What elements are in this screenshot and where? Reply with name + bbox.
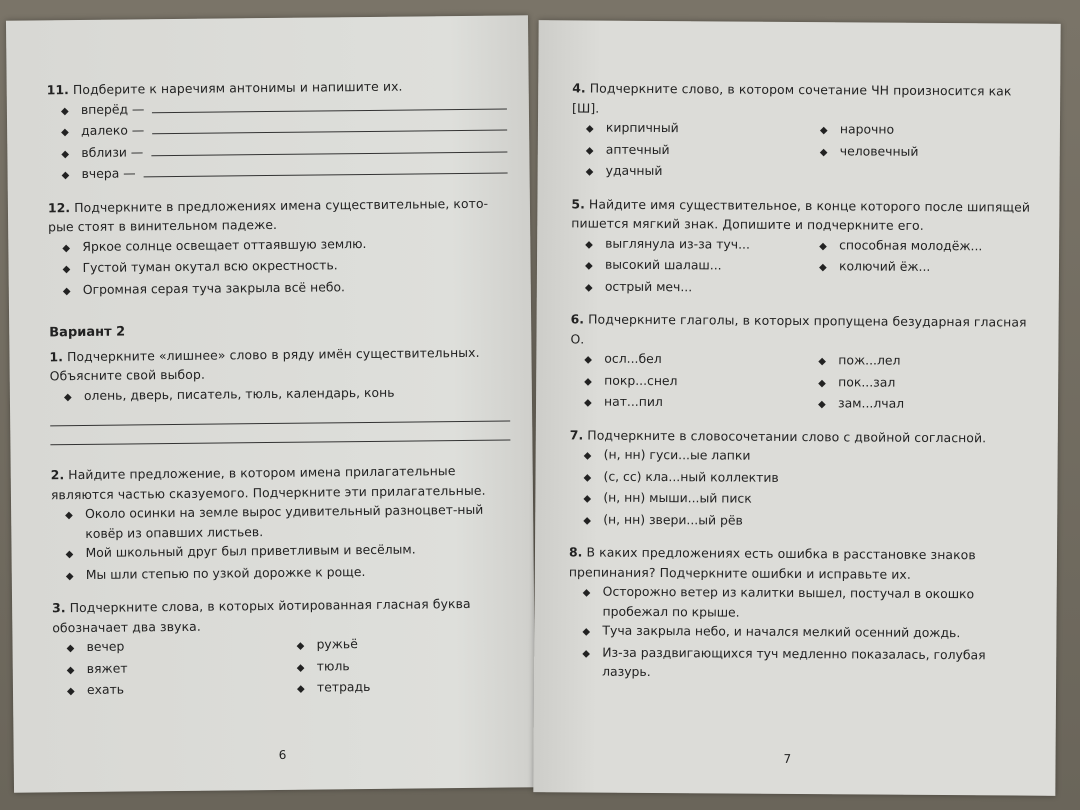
bullet-icon: ◆	[583, 397, 592, 409]
bullet-icon: ◆	[585, 239, 593, 251]
item-text: (н, нн) звери...ый рёв	[603, 511, 743, 528]
bullet-icon: ◆	[584, 282, 593, 294]
answer-line[interactable]	[144, 161, 508, 178]
list-item	[51, 499, 511, 543]
item-text: вчера —	[81, 165, 136, 181]
item-text: вперёд —	[80, 100, 145, 117]
left-page-content	[47, 76, 514, 714]
item-text: острый меч...	[604, 278, 693, 294]
task-text: Найдите имя существительное, в конце которого после шипящей пишется мягкий знак. Допишите и подчеркните его.	[571, 196, 1031, 233]
task-text: Подчеркните слово, в котором сочетание ЧН произносится как [Ш].	[572, 80, 1012, 116]
bullet-icon: ◆	[818, 262, 827, 274]
task-text: Найдите предложение, в котором имена прилагательные являются частью сказуемого. Подчеркните эти прилагательные.	[50, 463, 486, 502]
list-item	[572, 139, 806, 162]
task-number: 11.	[46, 82, 70, 98]
column-1	[570, 348, 804, 414]
list-item	[571, 233, 805, 256]
bullet-icon: ◆	[583, 472, 592, 484]
bullet-icon: ◆	[66, 664, 75, 676]
column-2	[804, 350, 1038, 416]
list-item	[571, 254, 805, 277]
item-text: высокий шалаш...	[604, 256, 722, 273]
item-text: кирпичный	[605, 119, 679, 136]
item-text: (н, нн) мыши...ый писк	[603, 489, 752, 506]
list-item	[572, 117, 806, 140]
list-item	[52, 635, 282, 659]
bullet-icon: ◆	[62, 264, 71, 276]
page-number: 6	[278, 747, 287, 762]
column-1	[52, 635, 283, 702]
task-6	[570, 309, 1039, 416]
list-item	[570, 348, 804, 371]
item-text: удачный	[605, 162, 663, 179]
answer-line[interactable]	[151, 139, 507, 156]
column-1	[572, 117, 806, 183]
task-3	[52, 593, 513, 701]
item-text: Мой школьный друг был приветливым и весёлым.	[85, 541, 416, 560]
column-2	[805, 235, 1039, 301]
bullet-icon: ◆	[583, 515, 591, 527]
task-text: Подберите к наречиям антонимы и напишите их.	[72, 78, 403, 98]
list-item	[283, 675, 513, 699]
item-text: способная молодёж...	[839, 236, 983, 253]
list-item	[804, 393, 1038, 416]
bullet-icon: ◆	[819, 240, 827, 252]
task-8	[568, 542, 1037, 684]
column-1	[571, 233, 805, 299]
bullet-icon: ◆	[817, 399, 826, 411]
item-text: пож...лел	[838, 352, 901, 368]
list-item	[572, 160, 806, 183]
bullet-icon: ◆	[66, 643, 75, 655]
list-item	[805, 256, 1039, 279]
item-text: ружьё	[316, 636, 358, 652]
bullet-icon: ◆	[819, 146, 828, 158]
task-text: Подчеркните «лишнее» слово в ряду имён существительных. Объясните свой выбор.	[49, 344, 480, 384]
column-2	[282, 632, 513, 699]
item-text: Около осинки на земле вырос удивительный разноцвет-ный ковёр из опавших листьев.	[85, 501, 484, 541]
bullet-icon: ◆	[296, 662, 305, 674]
bullet-icon: ◆	[61, 170, 70, 182]
item-text: аптечный	[605, 141, 670, 157]
list-item	[806, 141, 1040, 164]
bullet-icon: ◆	[584, 354, 593, 366]
answer-row	[47, 160, 507, 186]
task-text: Подчеркните глаголы, в которых пропущена безударная гласная О.	[570, 311, 1027, 347]
list-item	[806, 119, 1040, 142]
bullet-icon: ◆	[65, 549, 74, 561]
column-2	[806, 119, 1040, 185]
bullet-icon: ◆	[583, 450, 592, 462]
bullet-icon: ◆	[582, 648, 591, 660]
task-7	[569, 425, 1038, 534]
item-text: колючий ёж...	[838, 258, 931, 274]
list-item	[571, 276, 805, 299]
item-text: вяжет	[86, 660, 128, 676]
two-column-list	[52, 632, 513, 701]
answer-line[interactable]	[152, 96, 507, 113]
item-text: Из-за раздвигающихся туч медленно показалась, голубая лазурь.	[602, 644, 986, 679]
task-number: 7.	[569, 426, 584, 443]
list-item	[283, 654, 513, 678]
bullet-icon: ◆	[66, 686, 75, 698]
item-text: покр...снел	[604, 372, 678, 388]
item-text: Огромная серая туча закрыла всё небо.	[82, 278, 346, 297]
bullet-icon: ◆	[60, 105, 69, 117]
bullet-icon: ◆	[585, 145, 594, 157]
answer-line[interactable]	[50, 421, 510, 445]
bullet-icon: ◆	[61, 148, 70, 160]
list-item	[569, 509, 1037, 534]
item-text: вблизи —	[81, 143, 144, 160]
item-text: олень, дверь, писатель, тюль, календарь, конь	[83, 384, 395, 403]
page-number: 7	[783, 751, 792, 766]
bullet-icon: ◆	[582, 587, 591, 599]
item-text: зам...лчал	[837, 395, 905, 411]
bullet-icon: ◆	[296, 683, 305, 695]
two-column-list	[570, 348, 1038, 416]
list-item	[570, 391, 804, 414]
bullet-icon: ◆	[584, 376, 592, 388]
bullet-icon: ◆	[819, 125, 828, 137]
list-item	[282, 632, 512, 656]
left-page	[6, 15, 536, 792]
list-item	[805, 235, 1039, 258]
list-item	[804, 372, 1038, 395]
task-number: 5.	[571, 195, 586, 212]
bullet-icon: ◆	[62, 285, 71, 297]
list-item	[568, 642, 1036, 684]
task-number: 3.	[52, 600, 66, 616]
bullet-icon: ◆	[65, 570, 74, 582]
task-text: Подчеркните в предложениях имена существительные, кото-рые стоят в винительном падеже.	[48, 195, 489, 235]
right-page-content	[568, 78, 1040, 696]
item-text: Мы шли степью по узкой дорожке к роще.	[85, 563, 366, 582]
bullet-icon: ◆	[582, 626, 591, 638]
item-text: Густой туман окутал всю окрестность.	[82, 257, 338, 275]
item-text: вечер	[86, 638, 125, 654]
item-text: (с, сс) кла...ный коллектив	[603, 468, 779, 485]
bullet-icon: ◆	[62, 242, 71, 254]
task-number: 2.	[50, 467, 65, 483]
item-text: выглянула из-за туч...	[605, 235, 750, 252]
task-text: Подчеркните слова, в которых йотированная гласная буква обозначает два звука.	[52, 595, 471, 635]
task-number: 4.	[572, 80, 586, 96]
task-text: Подчеркните в словосочетании слово с двойной согласной.	[587, 427, 987, 445]
bullet-icon: ◆	[63, 391, 72, 403]
bullet-icon: ◆	[584, 260, 593, 272]
item-text: далеко —	[81, 122, 145, 138]
item-text: человечный	[839, 142, 919, 159]
two-column-list	[572, 117, 1040, 185]
bullet-icon: ◆	[818, 356, 827, 368]
task-number: 12.	[47, 199, 71, 215]
item-text: тюль	[316, 657, 350, 674]
bullet-icon: ◆	[583, 493, 592, 505]
bullet-icon: ◆	[818, 377, 826, 389]
item-text: (н, нн) гуси...ые лапки	[603, 446, 751, 463]
task-11	[47, 76, 508, 186]
bullet-icon: ◆	[296, 640, 305, 652]
right-page	[533, 20, 1060, 796]
list-item	[570, 370, 804, 393]
bullet-icon: ◆	[585, 123, 594, 135]
list-item	[804, 350, 1038, 373]
list-item	[53, 678, 283, 702]
task-text: В каких предложениях есть ошибка в расстановке знаков препинания? Подчеркните ошибки и исправьте их.	[568, 544, 976, 582]
bullet-icon: ◆	[585, 166, 594, 178]
item-text: нат...пил	[603, 393, 663, 410]
task-4	[572, 78, 1041, 185]
list-item	[569, 581, 1037, 623]
variant-heading: Вариант 2	[49, 324, 126, 341]
item-text: Туча закрыла небо, и начался мелкий осенний дождь.	[602, 622, 961, 641]
task-5	[571, 194, 1040, 301]
item-text: тетрадь	[316, 678, 371, 695]
list-item	[49, 275, 509, 301]
item-text: нарочно	[839, 121, 895, 137]
two-column-list	[571, 233, 1039, 301]
task-number: 6.	[570, 311, 585, 327]
item-text: пок...зал	[838, 373, 896, 390]
task-12	[48, 193, 509, 301]
list-item	[53, 656, 283, 680]
task-number: 8.	[568, 544, 583, 560]
list-item	[52, 560, 512, 586]
task-number: 1.	[49, 348, 64, 364]
item-text: Яркое солнце освещает оттаявшую землю.	[82, 235, 367, 254]
bullet-icon: ◆	[65, 510, 73, 522]
item-text: осл...бел	[604, 350, 662, 367]
bullet-icon: ◆	[61, 127, 69, 139]
task-1	[49, 342, 510, 445]
answer-line[interactable]	[152, 118, 507, 135]
task-2	[51, 460, 512, 586]
item-text: ехать	[86, 681, 125, 697]
item-text: Осторожно ветер из калитки вышел, постучал в окошко пробежал по крыше.	[602, 583, 975, 620]
